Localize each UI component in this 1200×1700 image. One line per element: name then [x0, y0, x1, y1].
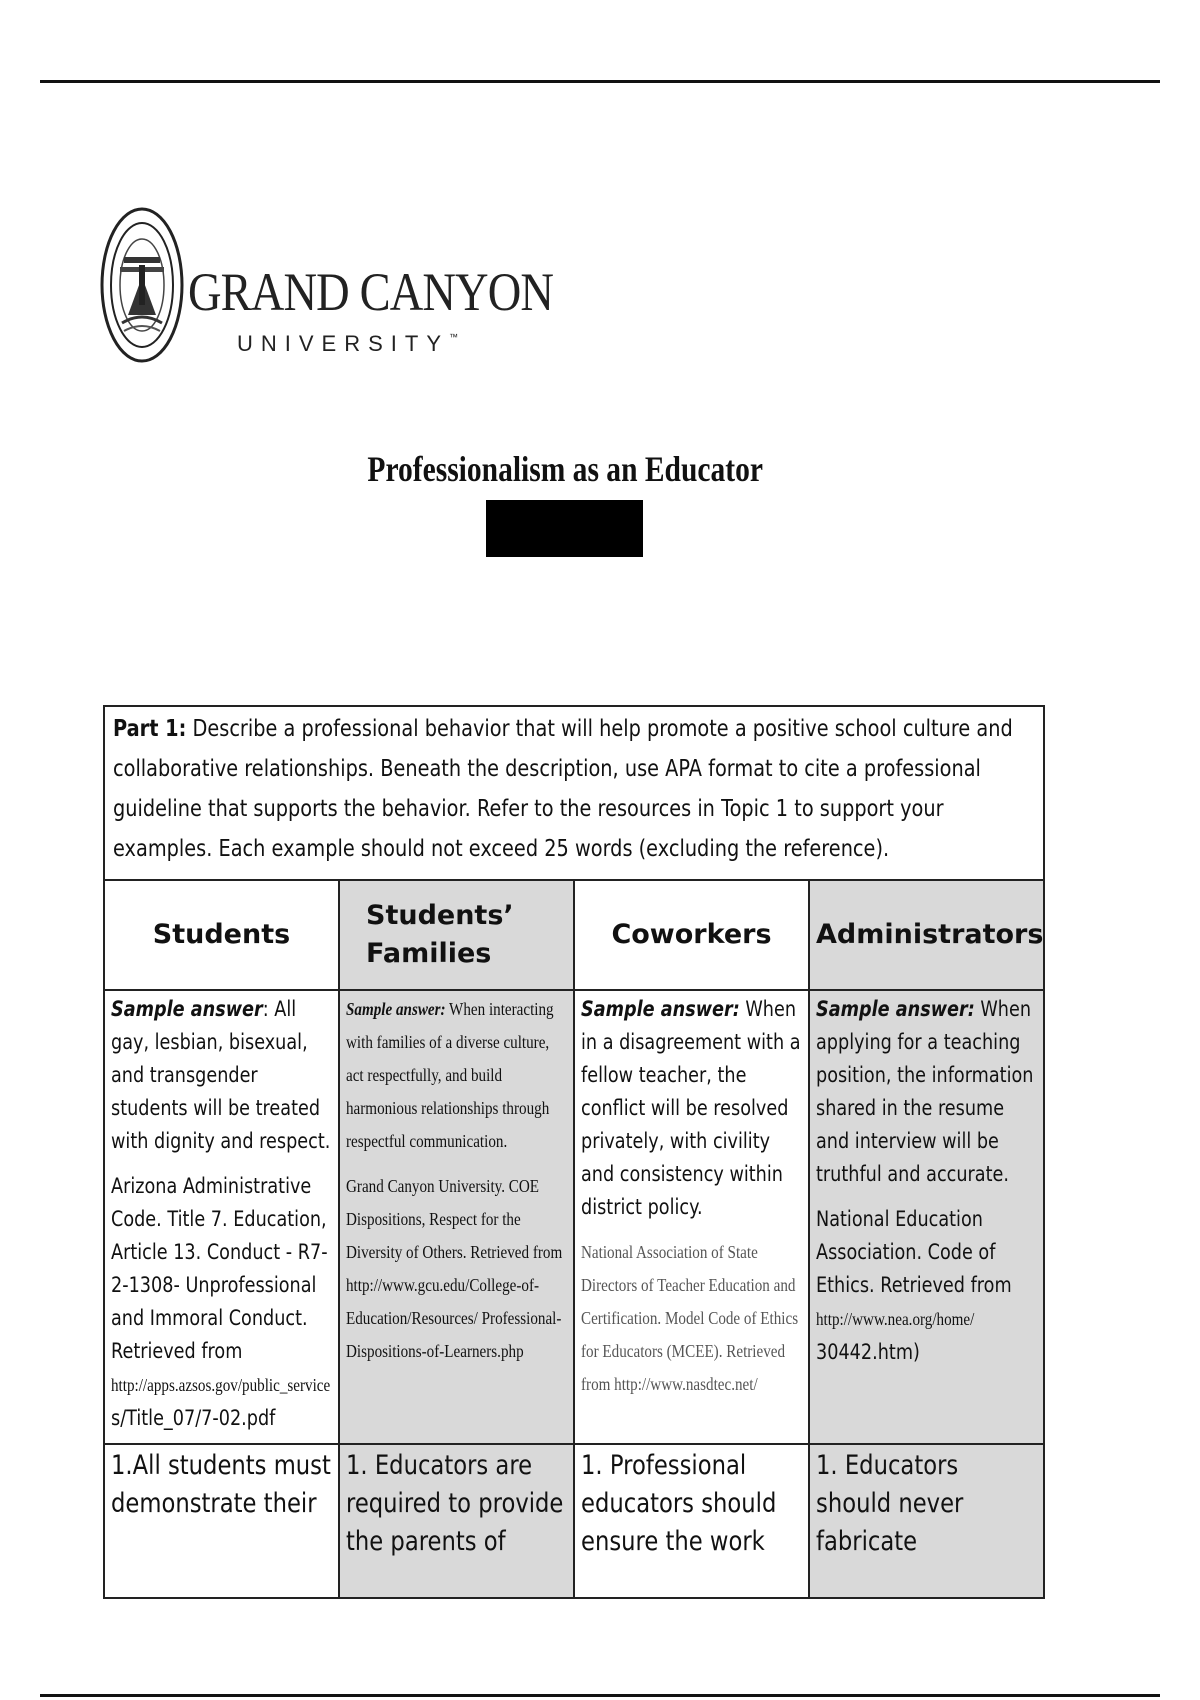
answer-cell-students: 1.All students must demonstrate their — [104, 1444, 339, 1598]
seal-icon — [100, 205, 184, 365]
professionalism-table — [103, 705, 1045, 1599]
sample-cell-families: Sample answer: When interacting with families of a diverse culture, act respectfully, and build harmonious relationships through respectful communication. Grand Canyon University. COE Dispositions, Respect for the Diversity of Others. Retrieved from http://www.gcu.edu/College-of- Education/Resources/ Professional- Dispositions-of-Learners.php — [339, 990, 574, 1444]
university-logo — [100, 205, 554, 365]
bottom-rule — [40, 1694, 1160, 1697]
part1-text: Describe a professional behavior that will help promote a positive school culture and collaborative relationships. Beneath the description, use APA format to cite a professional guideline that supports the behavior. Refer to the resources in Topic 1 to support your examples. Each example should not exceed 25 words (excluding the reference). — [113, 716, 1013, 862]
column-header-administrators: Administrators — [809, 880, 1044, 990]
logo-wordmark: GRAND CANYON — [188, 262, 554, 322]
column-header-coworkers: Coworkers — [574, 880, 809, 990]
answer-cell-administrators: 1. Educators should never fabricate — [809, 1444, 1044, 1598]
sample-cell-coworkers: Sample answer: When in a disagreement with a fellow teacher, the conflict will be resolved privately, with civility and consistency within district policy. National Association of State Directors of Teacher Education and Certification. Model Code of Ethics for Educators (MCEE). Retrieved from http://www.nasdtec.net/ — [574, 990, 809, 1444]
redaction-box — [486, 500, 643, 557]
page-title: Professionalism as an Educator — [367, 449, 763, 489]
part1-label: Part 1: — [113, 716, 187, 742]
column-header-students: Students — [104, 880, 339, 990]
answer-cell-coworkers: 1. Professional educators should ensure the work — [574, 1444, 809, 1598]
column-header-families: Students’ Families — [339, 880, 574, 990]
sample-cell-administrators: Sample answer: When applying for a teaching position, the information shared in the resume and interview will be truthful and accurate. National Education Association. Code of Ethics. Retrieved from http://www.nea.org/home/ 30442.htm) — [809, 990, 1044, 1444]
answer-cell-families: 1. Educators are required to provide the parents of — [339, 1444, 574, 1598]
top-rule — [40, 80, 1160, 83]
sample-cell-students: Sample answer: All gay, lesbian, bisexual, and transgender students will be treated with dignity and respect. Arizona Administrative Code. Title 7. Education, Article 13. Conduct - R7-2-1308- Unprofessional and Immoral Conduct. Retrieved from http://apps.azsos.gov/public_service s/Title_07/7-02.pdf — [104, 990, 339, 1444]
part1-instructions — [104, 706, 1044, 880]
logo-subword: UNIVERSITY™ — [237, 331, 459, 356]
